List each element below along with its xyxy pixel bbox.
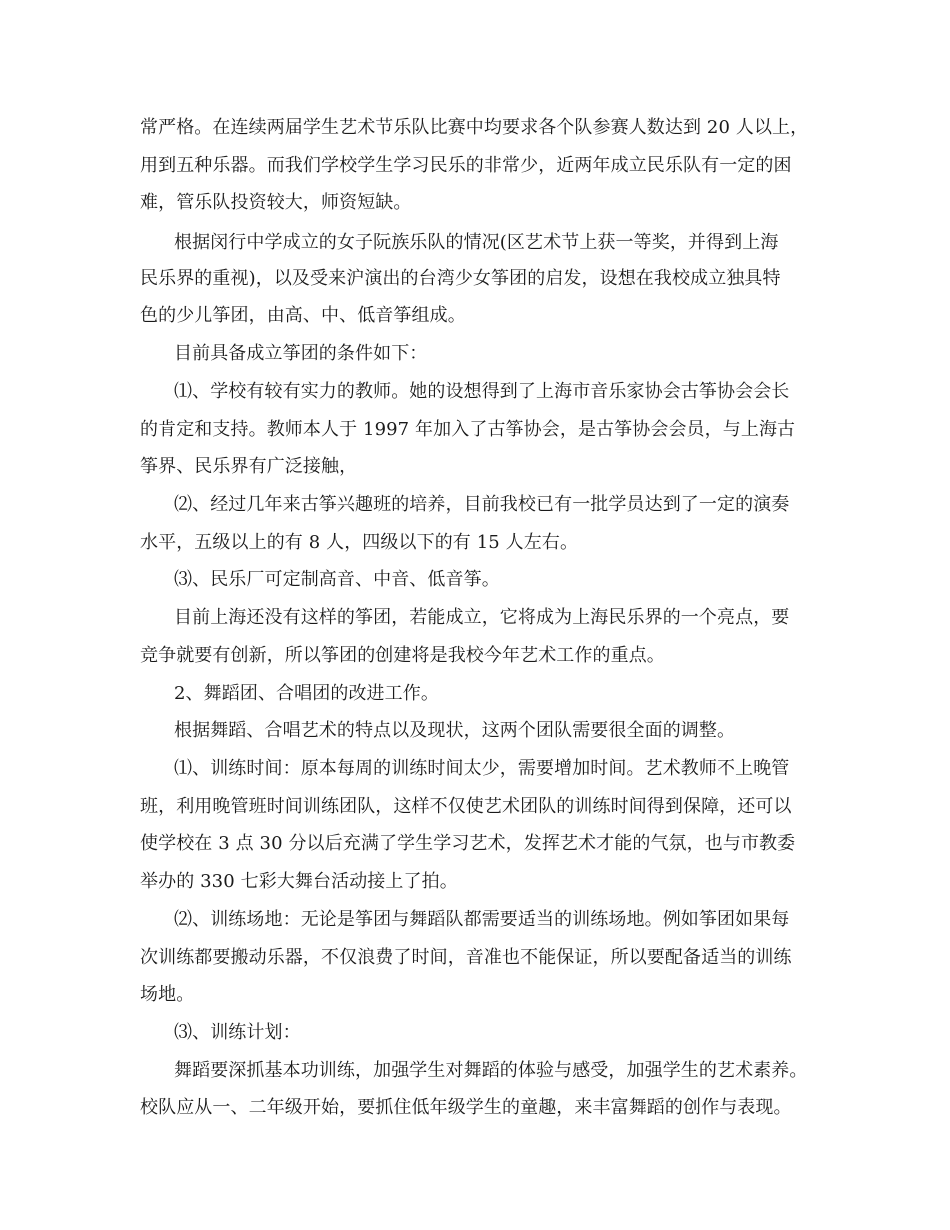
text-line: 根据舞蹈、合唱艺术的特点以及现状，这两个团队需要很全面的调整。 xyxy=(174,720,736,741)
text-line: ⑵、经过几年来古筝兴趣班的培养，目前我校已有一批学员达到了一定的演奏 xyxy=(174,494,790,515)
text-line: 场地。 xyxy=(140,984,195,1005)
text-line: 2、舞蹈团、合唱团的改进工作。 xyxy=(174,683,439,704)
text-line: 班，利用晚管班时间训练团队，这样不仅使艺术团队的训练时间得到保障，还可以 xyxy=(140,796,792,817)
text-line: 目前具备成立筝团的条件如下： xyxy=(174,343,428,364)
text-line: ⑶、训练计划： xyxy=(174,1022,301,1043)
text-line: 竞争就要有创新，所以筝团的创建将是我校今年艺术工作的重点。 xyxy=(140,645,665,666)
text-line: 举办的 330 七彩大舞台活动接上了拍。 xyxy=(140,871,458,892)
text-line: 用到五种乐器。而我们学校学生学习民乐的非常少，近两年成立民乐队有一定的困 xyxy=(140,155,792,176)
text-line: ⑴、训练时间：原本每周的训练时间太少，需要增加时间。艺术教师不上晚管 xyxy=(174,758,790,779)
text-line: ⑴、学校有较有实力的教师。她的设想得到了上海市音乐家协会古筝协会会长 xyxy=(174,381,790,402)
text-line: 常严格。在连续两届学生艺术节乐队比赛中均要求各个队参赛人数达到 20 人以上， xyxy=(140,117,809,138)
text-line: 使学校在 3 点 30 分以后充满了学生学习艺术，发挥艺术才能的气氛，也与市教委 xyxy=(140,833,796,854)
text-line: ⑶、民乐厂可定制高音、中音、低音筝。 xyxy=(174,569,500,590)
text-line: 难，管乐队投资较大，师资短缺。 xyxy=(140,192,412,213)
text-line: 次训练都要搬动乐器，不仅浪费了时间，音准也不能保证，所以要配备适当的训练 xyxy=(140,947,792,968)
text-line: 民乐界的重视)，以及受来沪演出的台湾少女筝团的启发，设想在我校成立独具特 xyxy=(140,268,781,289)
text-line: 舞蹈要深抓基本功训练，加强学生对舞蹈的体验与感受，加强学生的艺术素养。 xyxy=(174,1060,808,1081)
text-line: 水平，五级以上的有 8 人，四级以下的有 15 人左右。 xyxy=(140,532,579,553)
text-line: 根据闵行中学成立的女子阮族乐队的情况(区艺术节上获一等奖，并得到上海 xyxy=(174,232,779,253)
text-line: 筝界、民乐界有广泛接触， xyxy=(140,456,358,477)
text-line: 的肯定和支持。教师本人于 1997 年加入了古筝协会，是古筝协会会员，与上海古 xyxy=(140,419,796,440)
text-line: ⑵、训练场地：无论是筝团与舞蹈队都需要适当的训练场地。例如筝团如果每 xyxy=(174,909,790,930)
text-line: 校队应从一、二年级开始，要抓住低年级学生的童趣，来丰富舞蹈的创作与表现。 xyxy=(140,1097,792,1118)
text-line: 目前上海还没有这样的筝团，若能成立，它将成为上海民乐界的一个亮点，要 xyxy=(174,607,790,628)
text-line: 色的少儿筝团，由高、中、低音筝组成。 xyxy=(140,305,466,326)
